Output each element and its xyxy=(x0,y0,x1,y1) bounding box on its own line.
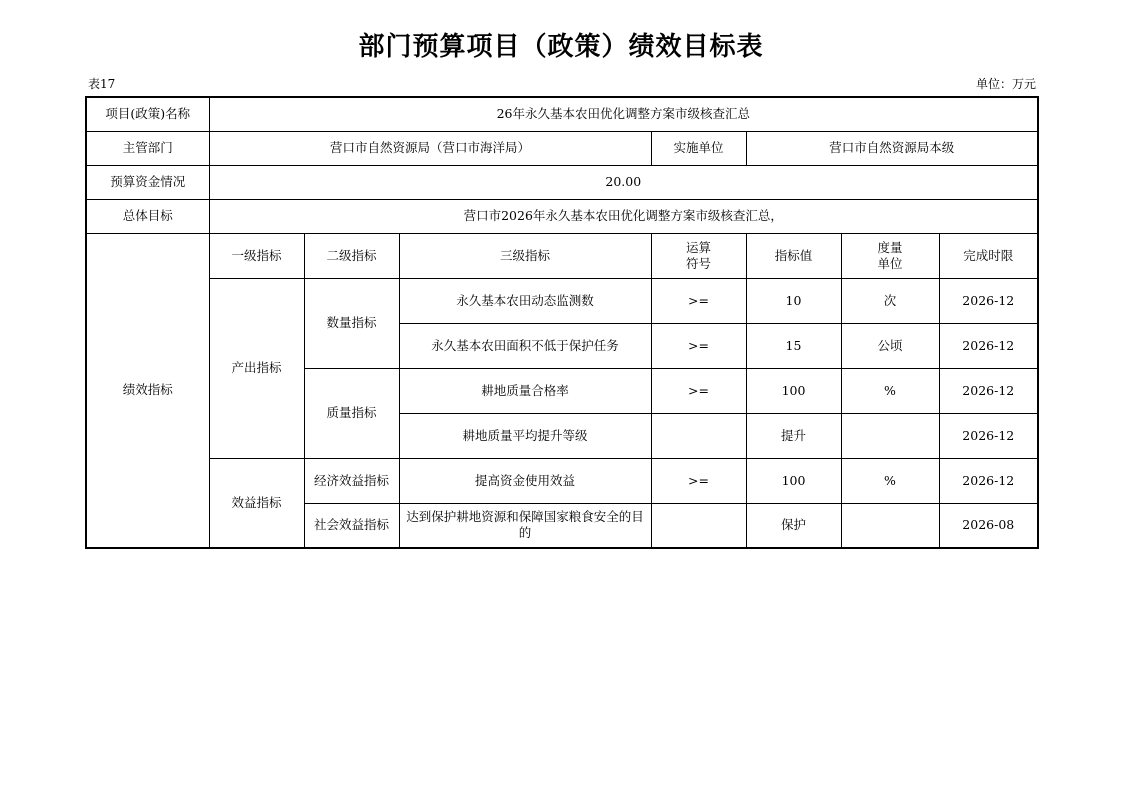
implementing-unit-label: 实施单位 xyxy=(651,131,746,165)
performance-table xyxy=(85,96,1039,549)
department-value: 营口市自然资源局（营口市海洋局） xyxy=(209,131,651,165)
project-name-row xyxy=(86,97,1038,131)
overall-goal-value: 营口市2026年永久基本农田优化调整方案市级核查汇总， xyxy=(209,199,1038,233)
header-level2: 二级指标 xyxy=(304,233,399,278)
indicator-deadline: 2026-12 xyxy=(939,278,1038,323)
header-level3: 三级指标 xyxy=(399,233,651,278)
group-quantity: 数量指标 xyxy=(304,278,399,368)
group-economic: 经济效益指标 xyxy=(304,458,399,503)
indicator-value: 保护 xyxy=(746,503,841,548)
budget-value: 20.00 xyxy=(209,165,1038,199)
indicator-unit xyxy=(841,413,939,458)
indicator-name: 永久基本农田面积不低于保护任务 xyxy=(399,323,651,368)
overall-goal-label: 总体目标 xyxy=(86,199,209,233)
page-title: 部门预算项目（政策）绩效目标表 xyxy=(358,32,764,62)
project-name-value: 26年永久基本农田优化调整方案市级核查汇总 xyxy=(209,97,1038,131)
unit-label: 单位：万元 xyxy=(975,77,1036,91)
indicator-name: 提高资金使用效益 xyxy=(399,458,651,503)
department-label: 主管部门 xyxy=(86,131,209,165)
indicator-deadline: 2026-12 xyxy=(939,368,1038,413)
group-output: 产出指标 xyxy=(209,278,304,458)
indicator-unit: % xyxy=(841,458,939,503)
header-value: 指标值 xyxy=(746,233,841,278)
indicator-unit: 次 xyxy=(841,278,939,323)
indicator-value: 100 xyxy=(746,368,841,413)
indicator-value: 10 xyxy=(746,278,841,323)
implementing-unit-value: 营口市自然资源局本级 xyxy=(746,131,1038,165)
indicator-operator: >= xyxy=(651,278,746,323)
indicator-header-row xyxy=(86,233,1038,278)
indicator-operator xyxy=(651,413,746,458)
indicator-deadline: 2026-08 xyxy=(939,503,1038,548)
header-operator: 运算 符号 xyxy=(651,233,746,278)
indicator-name: 耕地质量合格率 xyxy=(399,368,651,413)
indicator-deadline: 2026-12 xyxy=(939,323,1038,368)
indicator-name: 永久基本农田动态监测数 xyxy=(399,278,651,323)
table-row xyxy=(86,278,1038,323)
indicator-operator: >= xyxy=(651,323,746,368)
group-social: 社会效益指标 xyxy=(304,503,399,548)
group-benefit: 效益指标 xyxy=(209,458,304,548)
budget-row xyxy=(86,165,1038,199)
indicator-unit: 公顷 xyxy=(841,323,939,368)
indicator-value: 100 xyxy=(746,458,841,503)
header-level1: 一级指标 xyxy=(209,233,304,278)
header-unit: 度量 单位 xyxy=(841,233,939,278)
indicator-deadline: 2026-12 xyxy=(939,413,1038,458)
overall-goal-row xyxy=(86,199,1038,233)
indicator-name: 达到保护耕地资源和保障国家粮食安全的目的 xyxy=(399,503,651,548)
indicator-unit xyxy=(841,503,939,548)
performance-indicator-label: 绩效指标 xyxy=(86,233,209,548)
header-deadline: 完成时限 xyxy=(939,233,1038,278)
indicator-unit: % xyxy=(841,368,939,413)
table-number: 表17 xyxy=(88,77,116,91)
indicator-value: 提升 xyxy=(746,413,841,458)
department-row xyxy=(86,131,1038,165)
indicator-operator: >= xyxy=(651,368,746,413)
table-row xyxy=(86,458,1038,503)
indicator-operator: >= xyxy=(651,458,746,503)
indicator-operator xyxy=(651,503,746,548)
indicator-value: 15 xyxy=(746,323,841,368)
project-name-label: 项目(政策)名称 xyxy=(86,97,209,131)
indicator-name: 耕地质量平均提升等级 xyxy=(399,413,651,458)
group-quality: 质量指标 xyxy=(304,368,399,458)
indicator-deadline: 2026-12 xyxy=(939,458,1038,503)
budget-label: 预算资金情况 xyxy=(86,165,209,199)
